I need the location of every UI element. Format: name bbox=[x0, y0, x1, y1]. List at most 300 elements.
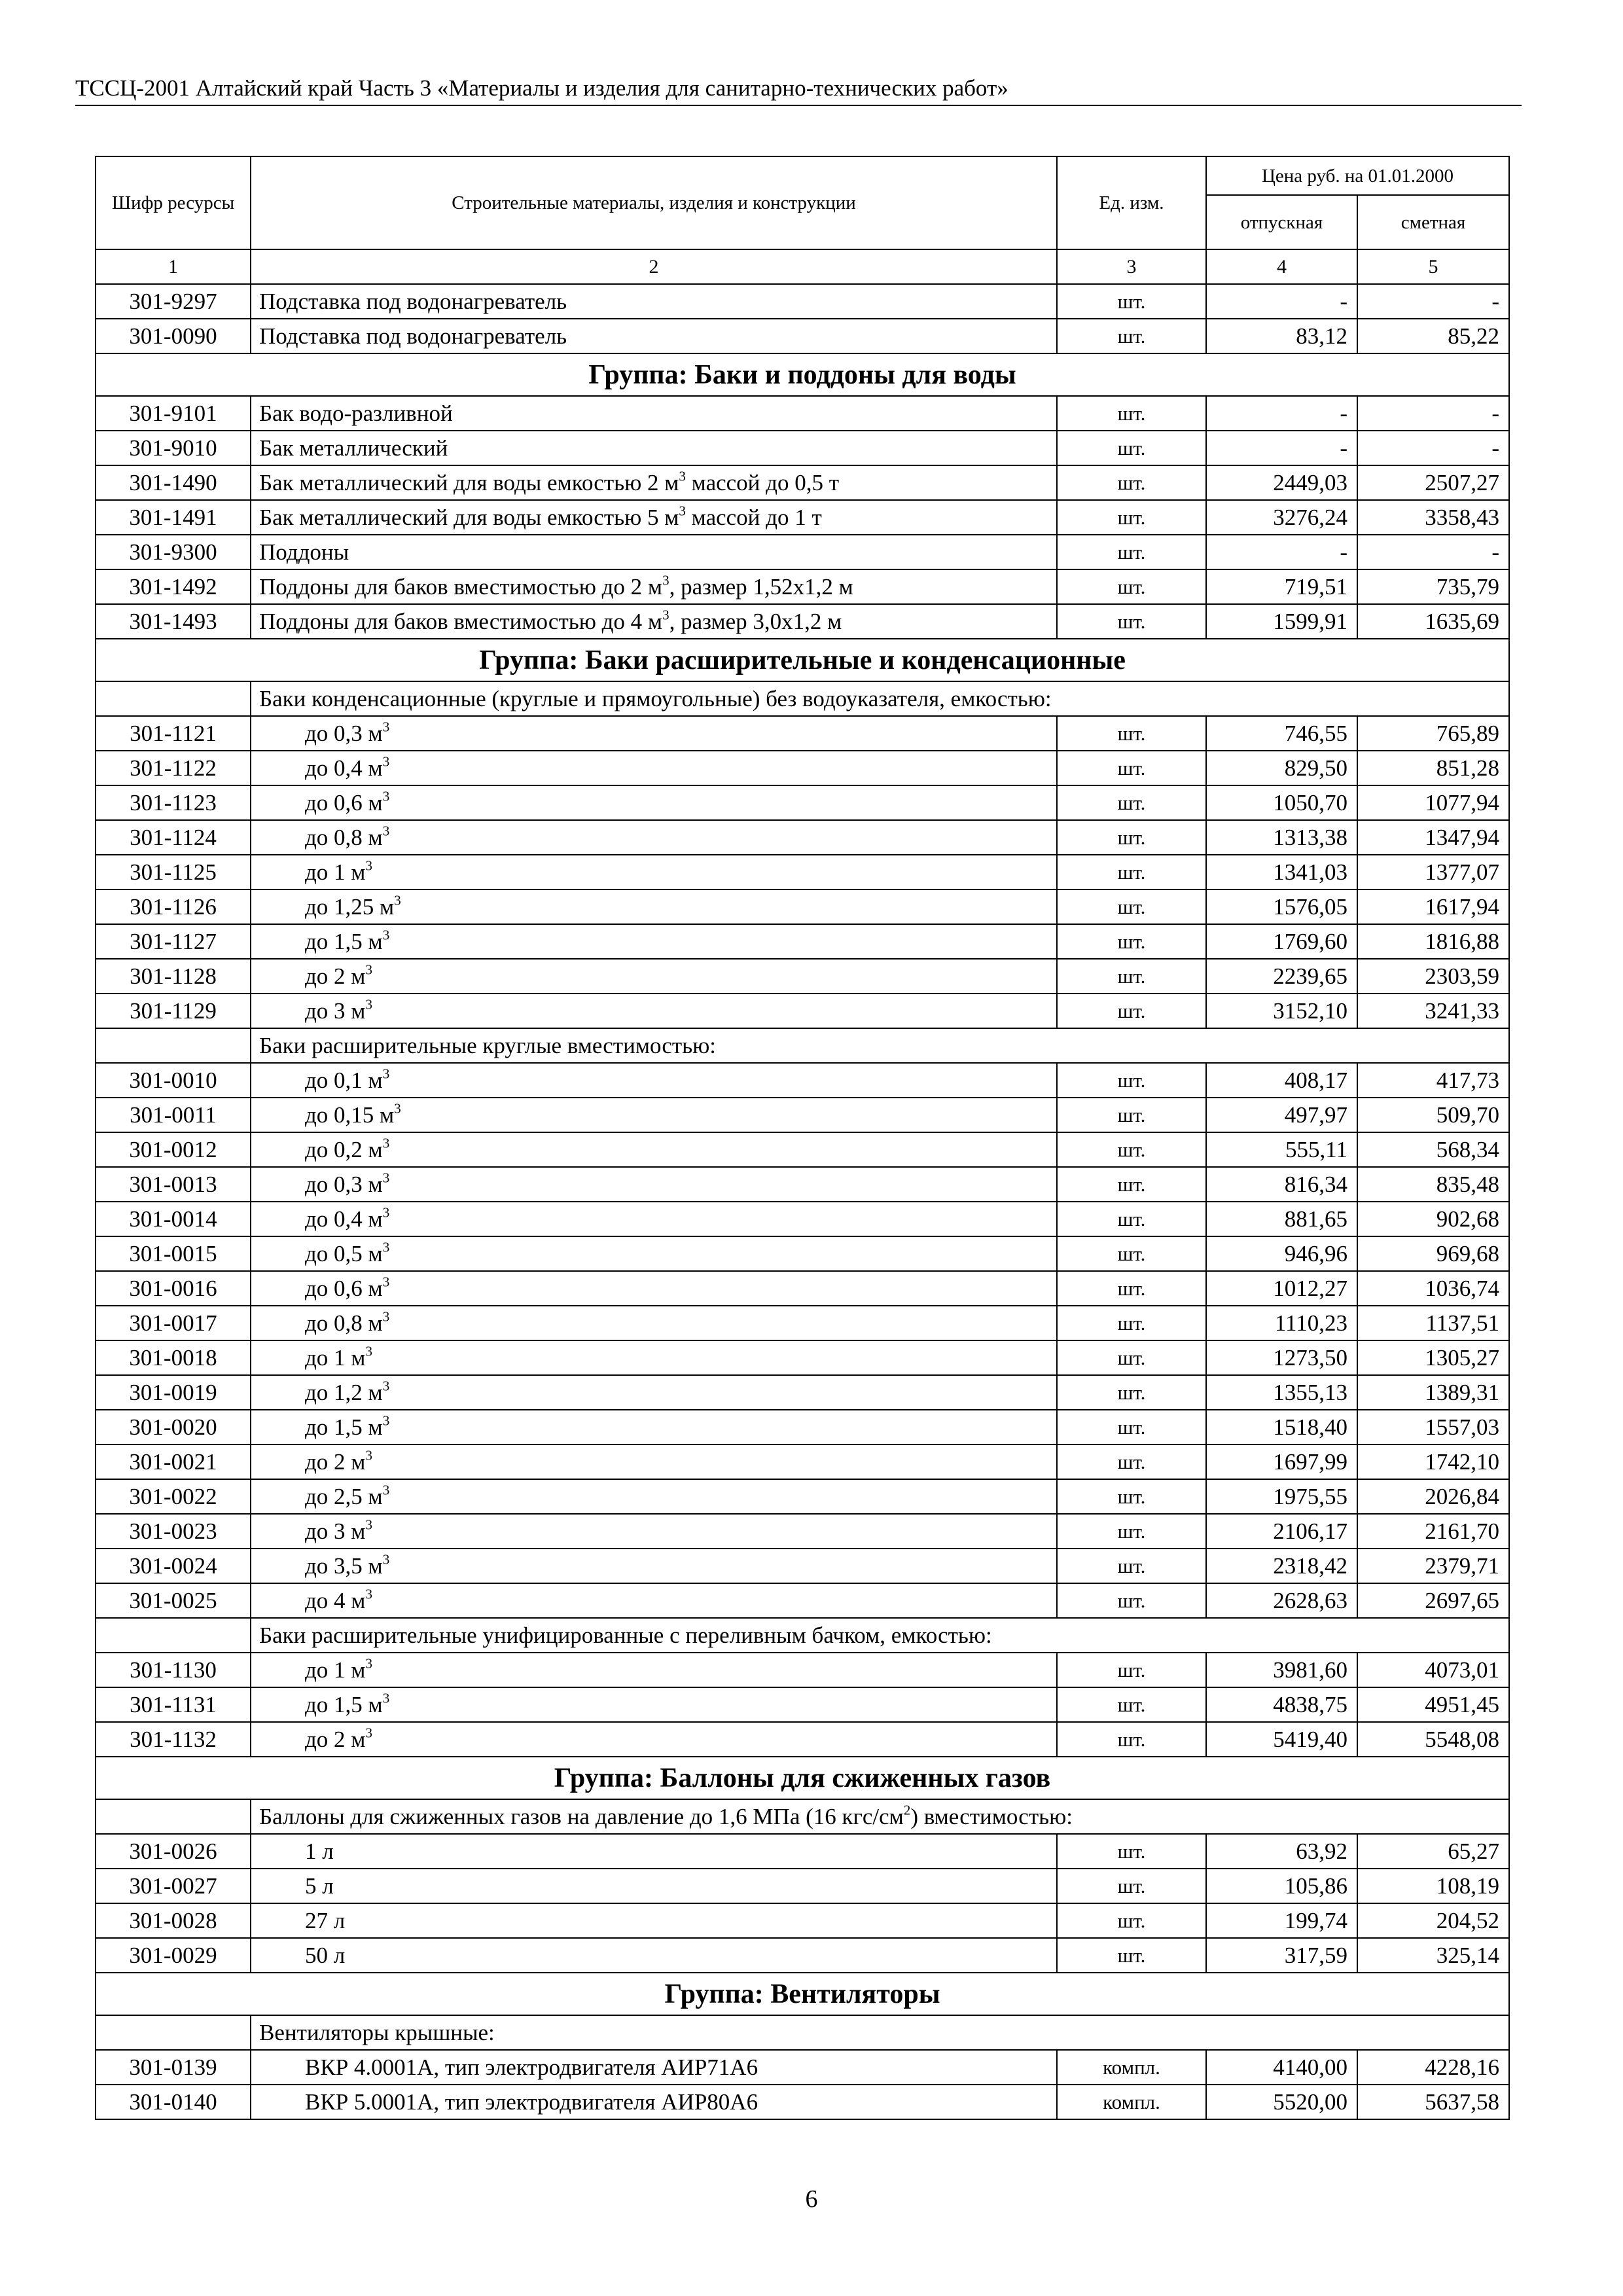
estimate-price: 765,89 bbox=[1357, 716, 1509, 751]
table-row bbox=[96, 1514, 1509, 1549]
group-title: Группа: Баллоны для сжиженных газов bbox=[96, 1757, 1509, 1799]
estimate-price: 1617,94 bbox=[1357, 889, 1509, 924]
release-price: 4140,00 bbox=[1206, 2050, 1357, 2085]
table-row bbox=[96, 2050, 1509, 2085]
table-row bbox=[96, 1583, 1509, 1618]
table-row bbox=[96, 500, 1509, 535]
column-number: 2 bbox=[251, 249, 1057, 284]
subheading-row bbox=[96, 1799, 1509, 1834]
release-price: 1599,91 bbox=[1206, 604, 1357, 639]
material-name-text: до 0,6 м bbox=[305, 789, 383, 816]
material-name-text: 27 л bbox=[305, 1907, 346, 1933]
estimate-price: 325,14 bbox=[1357, 1938, 1509, 1973]
unit-of-measure: шт. bbox=[1057, 820, 1206, 855]
unit-of-measure: шт. bbox=[1057, 1063, 1206, 1098]
release-price: 2449,03 bbox=[1206, 465, 1357, 500]
material-name-text: до 2,5 м bbox=[305, 1483, 383, 1509]
resource-code: 301-9297 bbox=[96, 284, 251, 319]
table-row bbox=[96, 569, 1509, 604]
material-name-text: Подставка под водонагреватель bbox=[259, 288, 567, 314]
superscript: 3 bbox=[382, 787, 390, 804]
estimate-price: 3358,43 bbox=[1357, 500, 1509, 535]
unit-of-measure: шт. bbox=[1057, 1306, 1206, 1340]
material-name bbox=[251, 924, 1057, 959]
group-header-row bbox=[96, 1757, 1509, 1799]
superscript: 3 bbox=[365, 1342, 372, 1359]
unit-of-measure: шт. bbox=[1057, 1938, 1206, 1973]
material-name-text: ВКР 5.0001А, тип электродвигателя АИР80А6 bbox=[305, 2089, 758, 2115]
group-title: Группа: Вентиляторы bbox=[96, 1973, 1509, 2015]
column-number: 5 bbox=[1357, 249, 1509, 284]
estimate-price: 1557,03 bbox=[1357, 1410, 1509, 1444]
superscript: 3 bbox=[382, 1551, 390, 1567]
release-price: 2628,63 bbox=[1206, 1583, 1357, 1618]
release-price: 2318,42 bbox=[1206, 1549, 1357, 1583]
estimate-price: 5548,08 bbox=[1357, 1722, 1509, 1757]
estimate-price: 1036,74 bbox=[1357, 1271, 1509, 1306]
release-price: 317,59 bbox=[1206, 1938, 1357, 1973]
material-name bbox=[251, 535, 1057, 569]
superscript: 3 bbox=[382, 1169, 390, 1185]
release-price: 83,12 bbox=[1206, 319, 1357, 353]
estimate-price: 1077,94 bbox=[1357, 785, 1509, 820]
release-price: 1341,03 bbox=[1206, 855, 1357, 889]
superscript: 3 bbox=[382, 1134, 390, 1151]
superscript: 3 bbox=[679, 467, 686, 484]
material-name-text: Поддоны для баков вместимостью до 2 м bbox=[259, 573, 663, 600]
unit-of-measure: шт. bbox=[1057, 1167, 1206, 1202]
estimate-price: 568,34 bbox=[1357, 1132, 1509, 1167]
release-price: 3981,60 bbox=[1206, 1653, 1357, 1687]
estimate-price: 204,52 bbox=[1357, 1903, 1509, 1938]
material-name-text: до 3 м bbox=[305, 1518, 366, 1544]
material-name-text: до 0,8 м bbox=[305, 1310, 383, 1336]
material-name bbox=[251, 1098, 1057, 1132]
table-row bbox=[96, 1938, 1509, 1973]
resource-code: 301-0016 bbox=[96, 1271, 251, 1306]
material-name-text: Подставка под водонагреватель bbox=[259, 323, 567, 349]
material-name bbox=[251, 1834, 1057, 1869]
resource-code: 301-9010 bbox=[96, 431, 251, 465]
material-name bbox=[251, 1063, 1057, 1098]
superscript: 3 bbox=[382, 1204, 390, 1220]
material-name bbox=[251, 820, 1057, 855]
unit-of-measure: шт. bbox=[1057, 1834, 1206, 1869]
unit-of-measure: шт. bbox=[1057, 889, 1206, 924]
unit-of-measure: шт. bbox=[1057, 1340, 1206, 1375]
material-name bbox=[251, 1167, 1057, 1202]
superscript: 3 bbox=[382, 1308, 390, 1324]
material-name bbox=[251, 1903, 1057, 1938]
material-name-text: до 0,4 м bbox=[305, 1206, 383, 1232]
estimate-price: 1816,88 bbox=[1357, 924, 1509, 959]
col-header-name: Строительные материалы, изделия и конструкции bbox=[251, 156, 1057, 249]
table-row bbox=[96, 1722, 1509, 1757]
table-row bbox=[96, 1098, 1509, 1132]
estimate-price: 1347,94 bbox=[1357, 820, 1509, 855]
unit-of-measure: шт. bbox=[1057, 1514, 1206, 1549]
resource-code: 301-0020 bbox=[96, 1410, 251, 1444]
table-row bbox=[96, 1869, 1509, 1903]
table-row bbox=[96, 751, 1509, 785]
material-name-text: Поддоны bbox=[259, 539, 349, 565]
release-price: 946,96 bbox=[1206, 1236, 1357, 1271]
material-name bbox=[251, 1236, 1057, 1271]
resource-code: 301-0011 bbox=[96, 1098, 251, 1132]
table-row bbox=[96, 889, 1509, 924]
table-row bbox=[96, 1375, 1509, 1410]
table-row bbox=[96, 1236, 1509, 1271]
superscript: 3 bbox=[394, 1100, 401, 1116]
superscript: 3 bbox=[365, 1724, 372, 1740]
material-name-after: массой до 1 т bbox=[685, 504, 822, 530]
material-name-text: до 1,5 м bbox=[305, 1691, 383, 1717]
superscript: 3 bbox=[365, 996, 372, 1012]
material-name bbox=[251, 1514, 1057, 1549]
unit-of-measure: шт. bbox=[1057, 1549, 1206, 1583]
resource-code: 301-1121 bbox=[96, 716, 251, 751]
resource-code: 301-0028 bbox=[96, 1903, 251, 1938]
unit-of-measure: шт. bbox=[1057, 1479, 1206, 1514]
resource-code: 301-0019 bbox=[96, 1375, 251, 1410]
material-name-text: до 1 м bbox=[305, 1657, 366, 1683]
superscript: 3 bbox=[382, 753, 390, 769]
release-price: - bbox=[1206, 284, 1357, 319]
release-price: - bbox=[1206, 396, 1357, 431]
resource-code: 301-0025 bbox=[96, 1583, 251, 1618]
table-row bbox=[96, 855, 1509, 889]
material-name-text: Бак металлический для воды емкостью 2 м bbox=[259, 469, 679, 495]
table-row bbox=[96, 1167, 1509, 1202]
unit-of-measure: шт. bbox=[1057, 1375, 1206, 1410]
subheading-text bbox=[251, 2015, 1509, 2050]
unit-of-measure: шт. bbox=[1057, 1132, 1206, 1167]
estimate-price: 2379,71 bbox=[1357, 1549, 1509, 1583]
table-row bbox=[96, 1687, 1509, 1722]
release-price: 1110,23 bbox=[1206, 1306, 1357, 1340]
material-name bbox=[251, 1653, 1057, 1687]
material-name-text: до 0,3 м bbox=[305, 720, 383, 746]
resource-code: 301-0140 bbox=[96, 2085, 251, 2119]
superscript: 3 bbox=[365, 961, 372, 977]
estimate-price: 108,19 bbox=[1357, 1869, 1509, 1903]
estimate-price: 851,28 bbox=[1357, 751, 1509, 785]
group-title: Группа: Баки расширительные и конденсационные bbox=[96, 639, 1509, 681]
unit-of-measure: шт. bbox=[1057, 396, 1206, 431]
material-name-after: массой до 0,5 т bbox=[685, 469, 840, 495]
resource-code: 301-1132 bbox=[96, 1722, 251, 1757]
resource-code: 301-0017 bbox=[96, 1306, 251, 1340]
unit-of-measure: шт. bbox=[1057, 1271, 1206, 1306]
release-price: 2239,65 bbox=[1206, 959, 1357, 994]
material-name-after: , размер 3,0х1,2 м bbox=[669, 608, 842, 634]
release-price: 408,17 bbox=[1206, 1063, 1357, 1098]
subheading-row bbox=[96, 1028, 1509, 1063]
release-price: 3276,24 bbox=[1206, 500, 1357, 535]
col-header-code: Шифр ресурсы bbox=[96, 156, 251, 249]
release-price: 816,34 bbox=[1206, 1167, 1357, 1202]
estimate-price: - bbox=[1357, 535, 1509, 569]
resource-code: 301-1127 bbox=[96, 924, 251, 959]
resource-code: 301-0139 bbox=[96, 2050, 251, 2085]
release-price: 2106,17 bbox=[1206, 1514, 1357, 1549]
table-row bbox=[96, 2085, 1509, 2119]
superscript: 3 bbox=[382, 822, 390, 838]
estimate-price: 4073,01 bbox=[1357, 1653, 1509, 1687]
unit-of-measure: шт. bbox=[1057, 1869, 1206, 1903]
material-name-text: Бак водо-разливной bbox=[259, 400, 453, 426]
column-number-row bbox=[96, 249, 1509, 284]
material-name-text: до 1,5 м bbox=[305, 928, 383, 954]
material-name-text: до 1,25 м bbox=[305, 893, 395, 920]
estimate-price: 1635,69 bbox=[1357, 604, 1509, 639]
table-row bbox=[96, 1549, 1509, 1583]
resource-code: 301-1123 bbox=[96, 785, 251, 820]
material-name-after: , размер 1,52х1,2 м bbox=[669, 573, 853, 600]
material-name-text: до 3 м bbox=[305, 997, 366, 1024]
release-price: - bbox=[1206, 535, 1357, 569]
resource-code: 301-0027 bbox=[96, 1869, 251, 1903]
material-name bbox=[251, 1444, 1057, 1479]
resource-code: 301-0010 bbox=[96, 1063, 251, 1098]
group-header-row bbox=[96, 1973, 1509, 2015]
superscript: 3 bbox=[382, 1238, 390, 1255]
table-row bbox=[96, 1653, 1509, 1687]
table-row bbox=[96, 820, 1509, 855]
unit-of-measure: шт. bbox=[1057, 1583, 1206, 1618]
material-name bbox=[251, 569, 1057, 604]
resource-code: 301-0014 bbox=[96, 1202, 251, 1236]
resource-code: 301-0029 bbox=[96, 1938, 251, 1973]
subheading-text-main: Баки конденсационные (круглые и прямоугольные) без водоуказателя, емкостью: bbox=[259, 685, 1052, 711]
resource-code: 301-0012 bbox=[96, 1132, 251, 1167]
resource-code: 301-0023 bbox=[96, 1514, 251, 1549]
estimate-price: 2303,59 bbox=[1357, 959, 1509, 994]
superscript: 3 bbox=[382, 1481, 390, 1498]
unit-of-measure: шт. bbox=[1057, 959, 1206, 994]
table-row bbox=[96, 1202, 1509, 1236]
unit-of-measure: шт. bbox=[1057, 431, 1206, 465]
release-price: 4838,75 bbox=[1206, 1687, 1357, 1722]
material-name-text: Бак металлический для воды емкостью 5 м bbox=[259, 504, 679, 530]
release-price: 1273,50 bbox=[1206, 1340, 1357, 1375]
release-price: 1769,60 bbox=[1206, 924, 1357, 959]
material-name-text: 5 л bbox=[305, 1873, 334, 1899]
table-row bbox=[96, 431, 1509, 465]
material-name bbox=[251, 959, 1057, 994]
page-number: 6 bbox=[805, 2185, 818, 2213]
release-price: 1012,27 bbox=[1206, 1271, 1357, 1306]
col-header-estimate-price: сметная bbox=[1357, 195, 1509, 249]
superscript: 3 bbox=[365, 1655, 372, 1671]
material-name bbox=[251, 1340, 1057, 1375]
table-row bbox=[96, 1340, 1509, 1375]
release-price: 199,74 bbox=[1206, 1903, 1357, 1938]
material-name bbox=[251, 284, 1057, 319]
material-name-text: до 0,4 м bbox=[305, 755, 383, 781]
material-name bbox=[251, 1722, 1057, 1757]
material-name bbox=[251, 889, 1057, 924]
material-name bbox=[251, 319, 1057, 353]
table-row bbox=[96, 1306, 1509, 1340]
material-name bbox=[251, 716, 1057, 751]
unit-of-measure: шт. bbox=[1057, 785, 1206, 820]
material-name-text: Поддоны для баков вместимостью до 4 м bbox=[259, 608, 663, 634]
unit-of-measure: шт. bbox=[1057, 1687, 1206, 1722]
superscript: 3 bbox=[679, 502, 686, 518]
unit-of-measure: компл. bbox=[1057, 2085, 1206, 2119]
material-name-text: до 0,1 м bbox=[305, 1067, 383, 1093]
unit-of-measure: шт. bbox=[1057, 465, 1206, 500]
col-header-unit: Ед. изм. bbox=[1057, 156, 1206, 249]
material-name-text: Бак металлический bbox=[259, 435, 448, 461]
unit-of-measure: шт. bbox=[1057, 1653, 1206, 1687]
estimate-price: 4228,16 bbox=[1357, 2050, 1509, 2085]
subheading-code-cell bbox=[96, 2015, 251, 2050]
release-price: 5419,40 bbox=[1206, 1722, 1357, 1757]
material-name-text: до 0,6 м bbox=[305, 1275, 383, 1301]
unit-of-measure: шт. bbox=[1057, 604, 1206, 639]
release-price: 5520,00 bbox=[1206, 2085, 1357, 2119]
estimate-price: 902,68 bbox=[1357, 1202, 1509, 1236]
subheading-text bbox=[251, 1618, 1509, 1653]
release-price: 1518,40 bbox=[1206, 1410, 1357, 1444]
unit-of-measure: шт. bbox=[1057, 500, 1206, 535]
release-price: 829,50 bbox=[1206, 751, 1357, 785]
estimate-price: 735,79 bbox=[1357, 569, 1509, 604]
material-name bbox=[251, 431, 1057, 465]
table-row bbox=[96, 1444, 1509, 1479]
unit-of-measure: шт. bbox=[1057, 751, 1206, 785]
table-row bbox=[96, 924, 1509, 959]
release-price: 105,86 bbox=[1206, 1869, 1357, 1903]
superscript: 3 bbox=[382, 1412, 390, 1428]
release-price: 1313,38 bbox=[1206, 820, 1357, 855]
unit-of-measure: шт. bbox=[1057, 994, 1206, 1028]
unit-of-measure: шт. bbox=[1057, 535, 1206, 569]
superscript: 3 bbox=[662, 571, 669, 588]
resource-code: 301-1492 bbox=[96, 569, 251, 604]
subheading-text bbox=[251, 1799, 1509, 1834]
superscript: 3 bbox=[382, 718, 390, 734]
superscript: 3 bbox=[365, 1446, 372, 1463]
material-name-text: до 0,3 м bbox=[305, 1171, 383, 1197]
superscript: 3 bbox=[382, 1689, 390, 1706]
unit-of-measure: шт. bbox=[1057, 1202, 1206, 1236]
estimate-price: 1742,10 bbox=[1357, 1444, 1509, 1479]
estimate-price: 509,70 bbox=[1357, 1098, 1509, 1132]
resource-code: 301-1122 bbox=[96, 751, 251, 785]
estimate-price: 1389,31 bbox=[1357, 1375, 1509, 1410]
resource-code: 301-0018 bbox=[96, 1340, 251, 1375]
unit-of-measure: шт. bbox=[1057, 1236, 1206, 1271]
material-name bbox=[251, 785, 1057, 820]
subheading-code-cell bbox=[96, 1028, 251, 1063]
resource-code: 301-0022 bbox=[96, 1479, 251, 1514]
estimate-price: - bbox=[1357, 431, 1509, 465]
table-row bbox=[96, 1479, 1509, 1514]
estimate-price: 2507,27 bbox=[1357, 465, 1509, 500]
material-name-text: до 0,5 м bbox=[305, 1240, 383, 1266]
subheading-row bbox=[96, 681, 1509, 716]
superscript: 3 bbox=[662, 606, 669, 622]
resource-code: 301-0024 bbox=[96, 1549, 251, 1583]
table-row bbox=[96, 716, 1509, 751]
table-row bbox=[96, 284, 1509, 319]
subheading-code-cell bbox=[96, 681, 251, 716]
material-name bbox=[251, 1687, 1057, 1722]
material-name bbox=[251, 465, 1057, 500]
group-title: Группа: Баки и поддоны для воды bbox=[96, 353, 1509, 396]
col-header-release-price: отпускная bbox=[1206, 195, 1357, 249]
superscript: 3 bbox=[382, 1273, 390, 1289]
table-row bbox=[96, 1132, 1509, 1167]
subheading-text bbox=[251, 681, 1509, 716]
release-price: 881,65 bbox=[1206, 1202, 1357, 1236]
resource-code: 301-1493 bbox=[96, 604, 251, 639]
material-name bbox=[251, 1583, 1057, 1618]
material-name bbox=[251, 751, 1057, 785]
resource-code: 301-1491 bbox=[96, 500, 251, 535]
release-price: 1697,99 bbox=[1206, 1444, 1357, 1479]
material-name-text: до 1,5 м bbox=[305, 1414, 383, 1440]
table-row bbox=[96, 1834, 1509, 1869]
subheading-text-main: Баки расширительные круглые вместимостью: bbox=[259, 1032, 717, 1058]
unit-of-measure: шт. bbox=[1057, 924, 1206, 959]
material-name bbox=[251, 1549, 1057, 1583]
resource-code: 301-1490 bbox=[96, 465, 251, 500]
subheading-code-cell bbox=[96, 1618, 251, 1653]
material-name-text: 50 л bbox=[305, 1942, 346, 1968]
table-row bbox=[96, 785, 1509, 820]
unit-of-measure: компл. bbox=[1057, 2050, 1206, 2085]
subheading-text bbox=[251, 1028, 1509, 1063]
material-name-text: до 2 м bbox=[305, 1726, 366, 1752]
estimate-price: 2026,84 bbox=[1357, 1479, 1509, 1514]
material-name bbox=[251, 500, 1057, 535]
subheading-text-main: Баки расширительные унифицированные с переливным бачком, емкостью: bbox=[259, 1622, 992, 1648]
running-header: ТССЦ-2001 Алтайский край Часть 3 «Материалы и изделия для санитарно-технических работ» bbox=[75, 73, 1522, 106]
subheading-row bbox=[96, 2015, 1509, 2050]
material-name bbox=[251, 396, 1057, 431]
material-name bbox=[251, 2085, 1057, 2119]
material-name-text: до 1 м bbox=[305, 1344, 366, 1371]
subheading-text-after: ) вместимостью: bbox=[910, 1803, 1073, 1829]
estimate-price: 1377,07 bbox=[1357, 855, 1509, 889]
table-row bbox=[96, 1903, 1509, 1938]
table-row bbox=[96, 1063, 1509, 1098]
unit-of-measure: шт. bbox=[1057, 569, 1206, 604]
subheading-text-main: Баллоны для сжиженных газов на давление до 1,6 МПа (16 кгс/см bbox=[259, 1803, 904, 1829]
superscript: 2 bbox=[903, 1801, 911, 1818]
material-name bbox=[251, 994, 1057, 1028]
release-price: 1355,13 bbox=[1206, 1375, 1357, 1410]
release-price: 746,55 bbox=[1206, 716, 1357, 751]
column-number: 1 bbox=[96, 249, 251, 284]
material-name bbox=[251, 1410, 1057, 1444]
release-price: 719,51 bbox=[1206, 569, 1357, 604]
release-price: 555,11 bbox=[1206, 1132, 1357, 1167]
estimate-price: - bbox=[1357, 284, 1509, 319]
superscript: 3 bbox=[365, 1516, 372, 1532]
resource-code: 301-0015 bbox=[96, 1236, 251, 1271]
estimate-price: 417,73 bbox=[1357, 1063, 1509, 1098]
estimate-price: - bbox=[1357, 396, 1509, 431]
resource-code: 301-1129 bbox=[96, 994, 251, 1028]
material-name-text: до 0,8 м bbox=[305, 824, 383, 850]
resource-code: 301-9300 bbox=[96, 535, 251, 569]
unit-of-measure: шт. bbox=[1057, 1410, 1206, 1444]
